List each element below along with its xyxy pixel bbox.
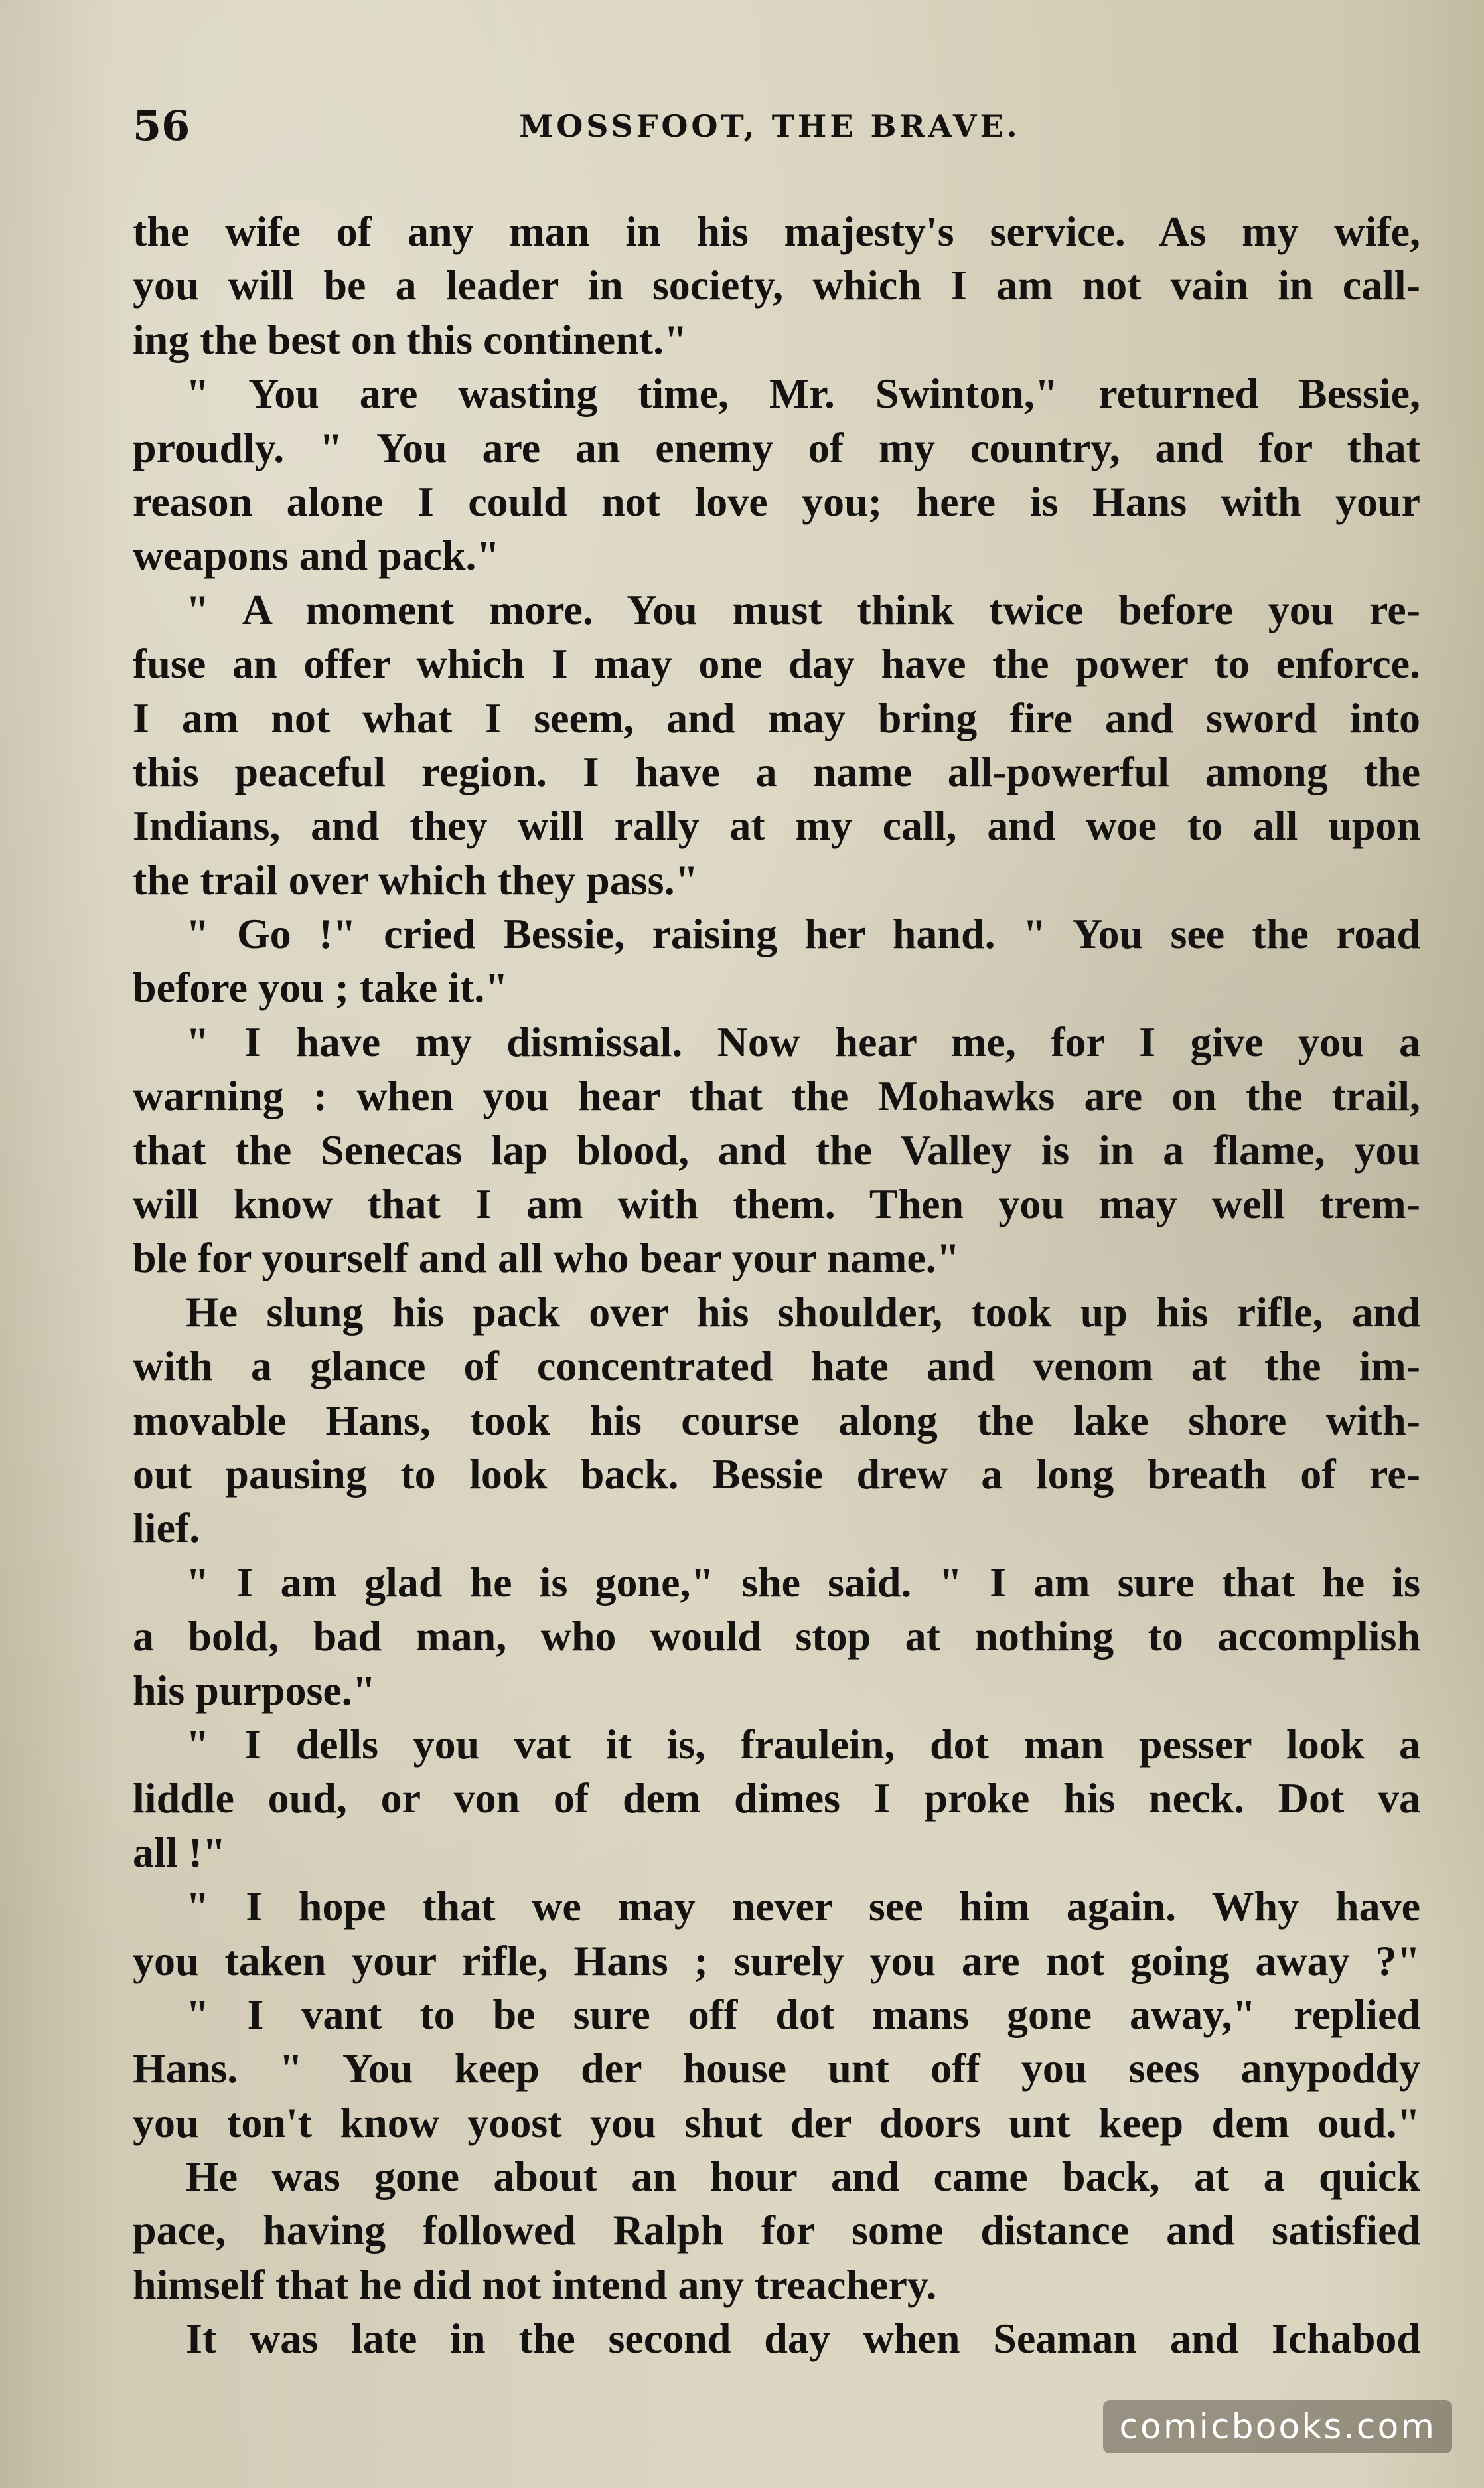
text-line: you taken your rifle, Hans ; surely you are not going away ?" [133, 1936, 1420, 1984]
text-line: " Go !" cried Bessie, raising her hand. " You see the road [186, 910, 1420, 958]
text-line: pace, having followed Ralph for some distance and satisfied [133, 2207, 1420, 2254]
page-number: 56 [133, 102, 190, 150]
body-text [133, 204, 1420, 2366]
text-line: before you ; take it." [133, 964, 508, 1012]
text-line: It was late in the second day when Seaman and Ichabod [186, 2315, 1420, 2363]
text-line: " I hope that we may never see him again. Why have [186, 1883, 1420, 1930]
text-line: Hans. " You keep der house unt off you sees anypoddy [133, 2045, 1420, 2092]
text-line: " I am glad he is gone," she said. " I am sure that he is [186, 1558, 1420, 1606]
text-line: " A moment more. You must think twice before you re- [186, 585, 1420, 633]
running-head: MOSSFOOT, THE BRAVE. [519, 108, 1021, 144]
text-line: the wife of any man in his majesty's service. As my wife, [133, 208, 1420, 255]
watermark: comicbooks.com [1103, 2400, 1452, 2453]
text-line: will know that I am with them. Then you may well trem- [133, 1180, 1420, 1228]
text-line: the trail over which they pass." [133, 856, 699, 903]
text-line: fuse an offer which I may one day have the power to enforce. [133, 640, 1420, 688]
text-line: " You are wasting time, Mr. Swinton," returned Bessie, [186, 370, 1420, 418]
text-line: Indians, and they will rally at my call, and woe to all upon [133, 802, 1420, 850]
text-line: I am not what I seem, and may bring fire and sword into [133, 694, 1420, 741]
text-line: all !" [133, 1828, 226, 1876]
text-line: " I have my dismissal. Now hear me, for I give you a [186, 1018, 1420, 1065]
text-line: proudly. " You are an enemy of my country, and for that [133, 424, 1420, 471]
text-line: warning : when you hear that the Mohawks are on the trail, [133, 1072, 1420, 1120]
text-line: He slung his pack over his shoulder, took up his rifle, and [186, 1288, 1420, 1336]
text-line: " I dells you vat it is, fraulein, dot man pesser look a [186, 1720, 1420, 1768]
text-line: you will be a leader in society, which I am not vain in call- [133, 262, 1420, 309]
text-line: " I vant to be sure off dot mans gone away," replied [186, 1990, 1420, 2038]
page-header [133, 100, 1407, 153]
text-line: ble for yourself and all who bear your name." [133, 1234, 960, 1282]
text-line: himself that he did not intend any treachery. [133, 2260, 937, 2308]
text-line: reason alone I could not love you; here is Hans with your [133, 477, 1420, 525]
text-line: with a glance of concentrated hate and venom at the im- [133, 1342, 1420, 1390]
text-line: weapons and pack." [133, 532, 500, 580]
text-line: a bold, bad man, who would stop at nothing to accomplish [133, 1612, 1420, 1660]
text-line: liddle oud, or von of dem dimes I proke his neck. Dot va [133, 1774, 1420, 1822]
text-line: lief. [133, 1504, 200, 1552]
text-line: you ton't know yoost you shut der doors unt keep dem oud." [133, 2098, 1420, 2146]
text-line: his purpose." [133, 1666, 376, 1714]
text-line: He was gone about an hour and came back, at a quick [186, 2153, 1420, 2201]
text-line: movable Hans, took his course along the lake shore with- [133, 1396, 1420, 1444]
text-line: out pausing to look back. Bessie drew a long breath of re- [133, 1450, 1420, 1498]
text-line: this peaceful region. I have a name all-powerful among the [133, 747, 1420, 795]
text-line: that the Senecas lap blood, and the Valley is in a flame, you [133, 1126, 1420, 1174]
text-line: ing the best on this continent." [133, 315, 688, 363]
